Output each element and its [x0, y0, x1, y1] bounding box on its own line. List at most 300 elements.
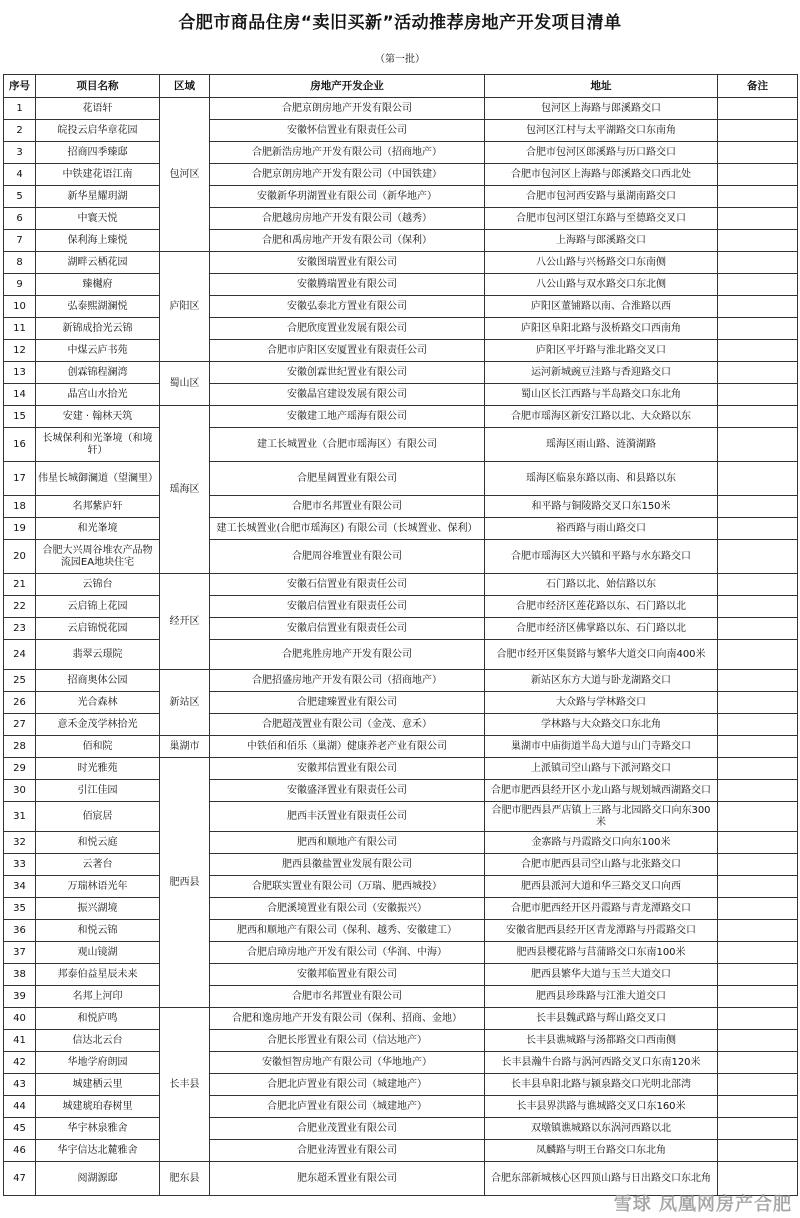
- project-address: 上派镇司空山路与下派河路交口: [485, 758, 718, 780]
- project-name: 中寰天悦: [36, 208, 160, 230]
- project-address: 长丰县界洪路与谯城路交叉口东160米: [485, 1096, 718, 1118]
- project-name: 云著台: [36, 854, 160, 876]
- district-cell: 肥东县: [160, 1162, 210, 1196]
- table-row: [4, 986, 798, 1008]
- row-number: 15: [4, 406, 36, 428]
- developer-name: 安徽启信置业有限责任公司: [210, 618, 485, 640]
- project-name: 新锦成拾光云锦: [36, 318, 160, 340]
- developer-name: 肥西和顺地产有限公司: [210, 832, 485, 854]
- table-row: [4, 758, 798, 780]
- table-row: [4, 876, 798, 898]
- project-address: 蜀山区长江西路与半岛路交口东北角: [485, 384, 718, 406]
- district-cell: 包河区: [160, 98, 210, 252]
- header-remarks: 备注: [718, 75, 798, 98]
- project-address: 金寨路与丹霞路交口向东100米: [485, 832, 718, 854]
- developer-name: 安徽邦信置业有限公司: [210, 758, 485, 780]
- table-row: [4, 208, 798, 230]
- remarks-cell: [718, 876, 798, 898]
- table-row: [4, 1008, 798, 1030]
- project-name: 安建 · 翰林天筑: [36, 406, 160, 428]
- developer-name: 合肥京朗房地产开发有限公司（中国铁建）: [210, 164, 485, 186]
- remarks-cell: [718, 230, 798, 252]
- project-address: 上海路与郎溪路交口: [485, 230, 718, 252]
- project-name: 花语轩: [36, 98, 160, 120]
- remarks-cell: [718, 758, 798, 780]
- developer-name: 安徽建工地产瑶海有限公司: [210, 406, 485, 428]
- project-address: 合肥市经开区集贤路与繁华大道交口向南400米: [485, 640, 718, 670]
- table-row: [4, 540, 798, 574]
- remarks-cell: [718, 802, 798, 832]
- table-row: [4, 736, 798, 758]
- project-name: 臻樾府: [36, 274, 160, 296]
- row-number: 45: [4, 1118, 36, 1140]
- project-address: 长丰县魏武路与辉山路交叉口: [485, 1008, 718, 1030]
- project-address: 瑶海区临泉东路以南、和县路以东: [485, 462, 718, 496]
- remarks-cell: [718, 574, 798, 596]
- remarks-cell: [718, 920, 798, 942]
- project-address: 庐阳区阜阳北路与汲桥路交口西南角: [485, 318, 718, 340]
- project-address: 瑶海区雨山路、涟漪湖路: [485, 428, 718, 462]
- row-number: 31: [4, 802, 36, 832]
- row-number: 39: [4, 986, 36, 1008]
- project-address: 合肥市包河西安路与巢湖南路交口: [485, 186, 718, 208]
- remarks-cell: [718, 1074, 798, 1096]
- developer-name: 合肥建臻置业有限公司: [210, 692, 485, 714]
- table-row: [4, 832, 798, 854]
- developer-name: 合肥越房房地产开发有限公司（越秀）: [210, 208, 485, 230]
- table-row: [4, 252, 798, 274]
- remarks-cell: [718, 640, 798, 670]
- project-address: 和平路与铜陵路交叉口东150米: [485, 496, 718, 518]
- project-address: 合肥市肥西县司空山路与北张路交口: [485, 854, 718, 876]
- remarks-cell: [718, 274, 798, 296]
- row-number: 37: [4, 942, 36, 964]
- row-number: 18: [4, 496, 36, 518]
- remarks-cell: [718, 120, 798, 142]
- remarks-cell: [718, 142, 798, 164]
- table-row: [4, 462, 798, 496]
- table-row: [4, 1096, 798, 1118]
- page-title: 合肥市商品住房“卖旧买新”活动推荐房地产开发项目清单: [178, 13, 622, 33]
- developer-name: 安徽晶宫建设发展有限公司: [210, 384, 485, 406]
- district-cell: 瑶海区: [160, 406, 210, 574]
- row-number: 12: [4, 340, 36, 362]
- row-number: 17: [4, 462, 36, 496]
- developer-name: 合肥新浩房地产开发有限公司（招商地产）: [210, 142, 485, 164]
- project-name: 佰和院: [36, 736, 160, 758]
- row-number: 28: [4, 736, 36, 758]
- row-number: 40: [4, 1008, 36, 1030]
- header-developer: 房地产开发企业: [210, 75, 485, 98]
- developer-name: 安徽弘泰北方置业有限公司: [210, 296, 485, 318]
- remarks-cell: [718, 540, 798, 574]
- project-name: 云锦台: [36, 574, 160, 596]
- remarks-cell: [718, 362, 798, 384]
- developer-name: 安徽腾瑞置业有限公司: [210, 274, 485, 296]
- table-row: [4, 854, 798, 876]
- project-address: 合肥市肥西县经开区小龙山路与规划城西湖路交口: [485, 780, 718, 802]
- table-row: [4, 340, 798, 362]
- remarks-cell: [718, 406, 798, 428]
- developer-name: 合肥市名邦置业有限公司: [210, 496, 485, 518]
- developer-name: 合肥市名邦置业有限公司: [210, 986, 485, 1008]
- project-name: 招商奥体公园: [36, 670, 160, 692]
- table-row: [4, 120, 798, 142]
- developer-name: 安徽怀信置业有限责任公司: [210, 120, 485, 142]
- table-row: [4, 142, 798, 164]
- row-number: 42: [4, 1052, 36, 1074]
- district-cell: 经开区: [160, 574, 210, 670]
- project-name: 湖畔云栖花园: [36, 252, 160, 274]
- remarks-cell: [718, 942, 798, 964]
- project-name: 云启锦上花园: [36, 596, 160, 618]
- developer-name: 合肥招盛房地产开发有限公司（招商地产）: [210, 670, 485, 692]
- table-row: [4, 1118, 798, 1140]
- remarks-cell: [718, 736, 798, 758]
- table-row: [4, 596, 798, 618]
- table-body: [4, 98, 798, 1196]
- table-row: [4, 714, 798, 736]
- remarks-cell: [718, 428, 798, 462]
- table-row: [4, 230, 798, 252]
- developer-name: 建工长城置业（合肥市瑶海区）有限公司: [210, 428, 485, 462]
- project-name: 中煤云庐书苑: [36, 340, 160, 362]
- project-address: 庐阳区平圩路与淮北路交叉口: [485, 340, 718, 362]
- table-row: [4, 802, 798, 832]
- table-row: [4, 1140, 798, 1162]
- project-name: 合肥大兴周谷堆农产品物流园EA地块住宅: [36, 540, 160, 574]
- project-name: 佰宸居: [36, 802, 160, 832]
- row-number: 36: [4, 920, 36, 942]
- developer-name: 合肥业茂置业有限公司: [210, 1118, 485, 1140]
- remarks-cell: [718, 208, 798, 230]
- project-name: 华地学府朗园: [36, 1052, 160, 1074]
- project-address: 合肥市肥西县严店镇上三路与北园路交口向东300米: [485, 802, 718, 832]
- remarks-cell: [718, 714, 798, 736]
- project-address: 庐阳区董铺路以南、合淮路以西: [485, 296, 718, 318]
- remarks-cell: [718, 1030, 798, 1052]
- project-address: 肥西县繁华大道与玉兰大道交口: [485, 964, 718, 986]
- project-address: 合肥市经济区佛掌路以东、石门路以北: [485, 618, 718, 640]
- project-name: 名邦紫庐轩: [36, 496, 160, 518]
- district-cell: 巢湖市: [160, 736, 210, 758]
- project-name: 信达北云台: [36, 1030, 160, 1052]
- project-name: 华宇信达北麓雅舍: [36, 1140, 160, 1162]
- row-number: 13: [4, 362, 36, 384]
- developer-name: 安徽启信置业有限责任公司: [210, 596, 485, 618]
- remarks-cell: [718, 618, 798, 640]
- project-address: 双墩镇谯城路以东涡河西路以北: [485, 1118, 718, 1140]
- developer-name: 安徽恒智房地产有限公司（华地地产）: [210, 1052, 485, 1074]
- row-number: 8: [4, 252, 36, 274]
- table-row: [4, 98, 798, 120]
- row-number: 20: [4, 540, 36, 574]
- table-row: [4, 318, 798, 340]
- table-row: [4, 942, 798, 964]
- developer-name: 合肥北庐置业有限公司（城建地产）: [210, 1096, 485, 1118]
- table-row: [4, 164, 798, 186]
- row-number: 35: [4, 898, 36, 920]
- project-address: 运河新城豌豆洼路与香迎路交口: [485, 362, 718, 384]
- table-row: [4, 274, 798, 296]
- project-address: 合肥市瑶海区新安江路以北、大众路以东: [485, 406, 718, 428]
- remarks-cell: [718, 986, 798, 1008]
- developer-name: 合肥京朗房地产开发有限公司: [210, 98, 485, 120]
- project-name: 招商四季臻邸: [36, 142, 160, 164]
- table-row: [4, 692, 798, 714]
- project-address: 长丰县谯城路与汤都路交口西南侧: [485, 1030, 718, 1052]
- project-name: 伟星长城御澜道（望澜里）: [36, 462, 160, 496]
- remarks-cell: [718, 462, 798, 496]
- district-cell: 新站区: [160, 670, 210, 736]
- table-row: [4, 428, 798, 462]
- project-name: 和悦云锦: [36, 920, 160, 942]
- project-name: 引江佳园: [36, 780, 160, 802]
- project-address: 长丰县阜阳北路与颍泉路交口光明北部湾: [485, 1074, 718, 1096]
- developer-name: 合肥长彤置业有限公司（信达地产）: [210, 1030, 485, 1052]
- district-cell: 肥西县: [160, 758, 210, 1008]
- project-address: 长丰县瀚牛台路与涡河西路交叉口东南120米: [485, 1052, 718, 1074]
- project-address: 合肥市经济区莲花路以东、石门路以北: [485, 596, 718, 618]
- remarks-cell: [718, 318, 798, 340]
- project-name: 新华星耀玥湖: [36, 186, 160, 208]
- project-address: 石门路以北、始信路以东: [485, 574, 718, 596]
- remarks-cell: [718, 854, 798, 876]
- project-address: 包河区上海路与郎溪路交口: [485, 98, 718, 120]
- developer-name: 肥西县徽盐置业发展有限公司: [210, 854, 485, 876]
- project-address: 合肥市肥西经开区丹霞路与青龙潭路交口: [485, 898, 718, 920]
- remarks-cell: [718, 1096, 798, 1118]
- project-address: 巢湖市中庙街道半岛大道与山门寺路交口: [485, 736, 718, 758]
- remarks-cell: [718, 1052, 798, 1074]
- project-address: 合肥市瑶海区大兴镇和平路与水东路交口: [485, 540, 718, 574]
- remarks-cell: [718, 496, 798, 518]
- row-number: 47: [4, 1162, 36, 1196]
- project-name: 名邦上河印: [36, 986, 160, 1008]
- row-number: 44: [4, 1096, 36, 1118]
- project-name: 观山镜湖: [36, 942, 160, 964]
- project-name: 光合森林: [36, 692, 160, 714]
- row-number: 7: [4, 230, 36, 252]
- remarks-cell: [718, 296, 798, 318]
- developer-name: 安徽图瑞置业有限公司: [210, 252, 485, 274]
- project-address: 大众路与学林路交口: [485, 692, 718, 714]
- remarks-cell: [718, 596, 798, 618]
- project-address: 合肥市包河区上海路与郎溪路交口西北处: [485, 164, 718, 186]
- project-name: 翡翠云璟院: [36, 640, 160, 670]
- remarks-cell: [718, 898, 798, 920]
- project-name: 和悦云庭: [36, 832, 160, 854]
- table-row: [4, 362, 798, 384]
- developer-name: 合肥兆胜房地产开发有限公司: [210, 640, 485, 670]
- row-number: 46: [4, 1140, 36, 1162]
- table-header-row: [4, 75, 798, 98]
- project-address: 合肥东部新城核心区四顶山路与日出路交口东北角: [485, 1162, 718, 1196]
- project-address: 裕西路与雨山路交口: [485, 518, 718, 540]
- table-row: [4, 920, 798, 942]
- row-number: 21: [4, 574, 36, 596]
- developer-name: 建工长城置业(合肥市瑶海区) 有限公司（长城置业、保利）: [210, 518, 485, 540]
- developer-name: 安徽盛泽置业有限责任公司: [210, 780, 485, 802]
- developer-name: 合肥业涛置业有限公司: [210, 1140, 485, 1162]
- remarks-cell: [718, 252, 798, 274]
- row-number: 38: [4, 964, 36, 986]
- row-number: 24: [4, 640, 36, 670]
- project-address: 安徽省肥西县经开区青龙潭路与丹霞路交口: [485, 920, 718, 942]
- project-address: 学林路与大众路交口东北角: [485, 714, 718, 736]
- batch-subtitle: （第一批）: [375, 54, 425, 65]
- header-district: 区域: [160, 75, 210, 98]
- remarks-cell: [718, 964, 798, 986]
- project-name: 云启锦悦花园: [36, 618, 160, 640]
- row-number: 22: [4, 596, 36, 618]
- row-number: 10: [4, 296, 36, 318]
- developer-name: 中铁佰和佰乐（巢湖）健康养老产业有限公司: [210, 736, 485, 758]
- project-name: 万瑞林语光年: [36, 876, 160, 898]
- developer-name: 合肥欣度置业发展有限公司: [210, 318, 485, 340]
- project-address: 包河区江村与太平湖路交口东南角: [485, 120, 718, 142]
- developer-name: 合肥启璋房地产开发有限公司（华润、中海）: [210, 942, 485, 964]
- project-name: 意禾金茂学林拾光: [36, 714, 160, 736]
- developer-name: 安徽新华玥湖置业有限公司（新华地产）: [210, 186, 485, 208]
- project-name: 皖投云启华章花园: [36, 120, 160, 142]
- project-address: 合肥市包河区望江东路与至德路交叉口: [485, 208, 718, 230]
- project-name: 时光雅苑: [36, 758, 160, 780]
- project-name: 城建栖云里: [36, 1074, 160, 1096]
- table-row: [4, 898, 798, 920]
- developer-name: 合肥超茂置业有限公司（金茂、意禾）: [210, 714, 485, 736]
- row-number: 5: [4, 186, 36, 208]
- row-number: 2: [4, 120, 36, 142]
- row-number: 11: [4, 318, 36, 340]
- row-number: 1: [4, 98, 36, 120]
- project-name: 中铁建花语江南: [36, 164, 160, 186]
- project-address: 八公山路与兴杨路交口东南侧: [485, 252, 718, 274]
- table-row: [4, 574, 798, 596]
- row-number: 9: [4, 274, 36, 296]
- row-number: 14: [4, 384, 36, 406]
- row-number: 4: [4, 164, 36, 186]
- developer-name: 合肥市庐阳区安厦置业有限责任公司: [210, 340, 485, 362]
- developer-name: 安徽创霖世纪置业有限公司: [210, 362, 485, 384]
- table-row: [4, 496, 798, 518]
- developer-name: 合肥联实置业有限公司（万瑞、肥西城投）: [210, 876, 485, 898]
- row-number: 30: [4, 780, 36, 802]
- project-address: 肥西县派河大道和华三路交叉口向西: [485, 876, 718, 898]
- project-name: 和悦庐鸣: [36, 1008, 160, 1030]
- remarks-cell: [718, 340, 798, 362]
- developer-name: 合肥北庐置业有限公司（城建地产）: [210, 1074, 485, 1096]
- developer-name: 安徽石信置业有限责任公司: [210, 574, 485, 596]
- developer-name: 安徽邦临置业有限公司: [210, 964, 485, 986]
- row-number: 27: [4, 714, 36, 736]
- project-address: 凤麟路与明王台路交口东北角: [485, 1140, 718, 1162]
- remarks-cell: [718, 164, 798, 186]
- project-name: 保利海上臻悦: [36, 230, 160, 252]
- remarks-cell: [718, 1140, 798, 1162]
- developer-name: 肥西丰沃置业有限责任公司: [210, 802, 485, 832]
- project-address: 八公山路与双水路交口东北侧: [485, 274, 718, 296]
- district-cell: 庐阳区: [160, 252, 210, 362]
- project-name: 华宇林泉雅舍: [36, 1118, 160, 1140]
- header-address: 地址: [485, 75, 718, 98]
- project-name: 晶宫山水拾光: [36, 384, 160, 406]
- header-project-name: 项目名称: [36, 75, 160, 98]
- project-list-table: [3, 74, 798, 1196]
- developer-name: 合肥和逸房地产开发有限公司（保利、招商、金地）: [210, 1008, 485, 1030]
- table-row: [4, 964, 798, 986]
- table-row: [4, 1074, 798, 1096]
- table-row: [4, 406, 798, 428]
- project-address: 合肥市包河区郎溪路与历口路交口: [485, 142, 718, 164]
- project-name: 振兴湖境: [36, 898, 160, 920]
- developer-name: 肥东超禾置业有限公司: [210, 1162, 485, 1196]
- table-row: [4, 640, 798, 670]
- remarks-cell: [718, 1118, 798, 1140]
- project-name: 创霖锦程澜湾: [36, 362, 160, 384]
- remarks-cell: [718, 780, 798, 802]
- row-number: 29: [4, 758, 36, 780]
- project-name: 和光峯境: [36, 518, 160, 540]
- district-cell: 蜀山区: [160, 362, 210, 406]
- remarks-cell: [718, 518, 798, 540]
- project-name: 城建琥珀春树里: [36, 1096, 160, 1118]
- remarks-cell: [718, 1008, 798, 1030]
- row-number: 6: [4, 208, 36, 230]
- row-number: 16: [4, 428, 36, 462]
- table-row: [4, 1052, 798, 1074]
- project-name: 长城保利和光峯境（和境轩）: [36, 428, 160, 462]
- table-row: [4, 670, 798, 692]
- row-number: 34: [4, 876, 36, 898]
- row-number: 26: [4, 692, 36, 714]
- remarks-cell: [718, 384, 798, 406]
- row-number: 23: [4, 618, 36, 640]
- project-name: 弘泰熙湖澜悦: [36, 296, 160, 318]
- table-row: [4, 186, 798, 208]
- row-number: 33: [4, 854, 36, 876]
- remarks-cell: [718, 692, 798, 714]
- remarks-cell: [718, 832, 798, 854]
- row-number: 25: [4, 670, 36, 692]
- district-cell: 长丰县: [160, 1008, 210, 1162]
- row-number: 43: [4, 1074, 36, 1096]
- project-name: 邦泰伯益星辰未来: [36, 964, 160, 986]
- row-number: 32: [4, 832, 36, 854]
- table-row: [4, 518, 798, 540]
- header-no: 序号: [4, 75, 36, 98]
- table-row: [4, 1030, 798, 1052]
- table-row: [4, 780, 798, 802]
- developer-name: 合肥星阔置业有限公司: [210, 462, 485, 496]
- table-row: [4, 296, 798, 318]
- developer-name: 合肥溪境置业有限公司（安徽振兴）: [210, 898, 485, 920]
- table-row: [4, 618, 798, 640]
- developer-name: 合肥和禹房地产开发有限公司（保利）: [210, 230, 485, 252]
- remarks-cell: [718, 186, 798, 208]
- developer-name: 肥西和顺地产有限公司（保利、越秀、安徽建工）: [210, 920, 485, 942]
- remarks-cell: [718, 98, 798, 120]
- developer-name: 合肥周谷堆置业有限公司: [210, 540, 485, 574]
- project-address: 肥西县樱花路与莒蒲路交口东南100米: [485, 942, 718, 964]
- project-address: 肥西县珍珠路与江淮大道交口: [485, 986, 718, 1008]
- row-number: 41: [4, 1030, 36, 1052]
- row-number: 3: [4, 142, 36, 164]
- remarks-cell: [718, 670, 798, 692]
- project-name: 阅湖源邸: [36, 1162, 160, 1196]
- row-number: 19: [4, 518, 36, 540]
- project-address: 新站区东方大道与卧龙湖路交口: [485, 670, 718, 692]
